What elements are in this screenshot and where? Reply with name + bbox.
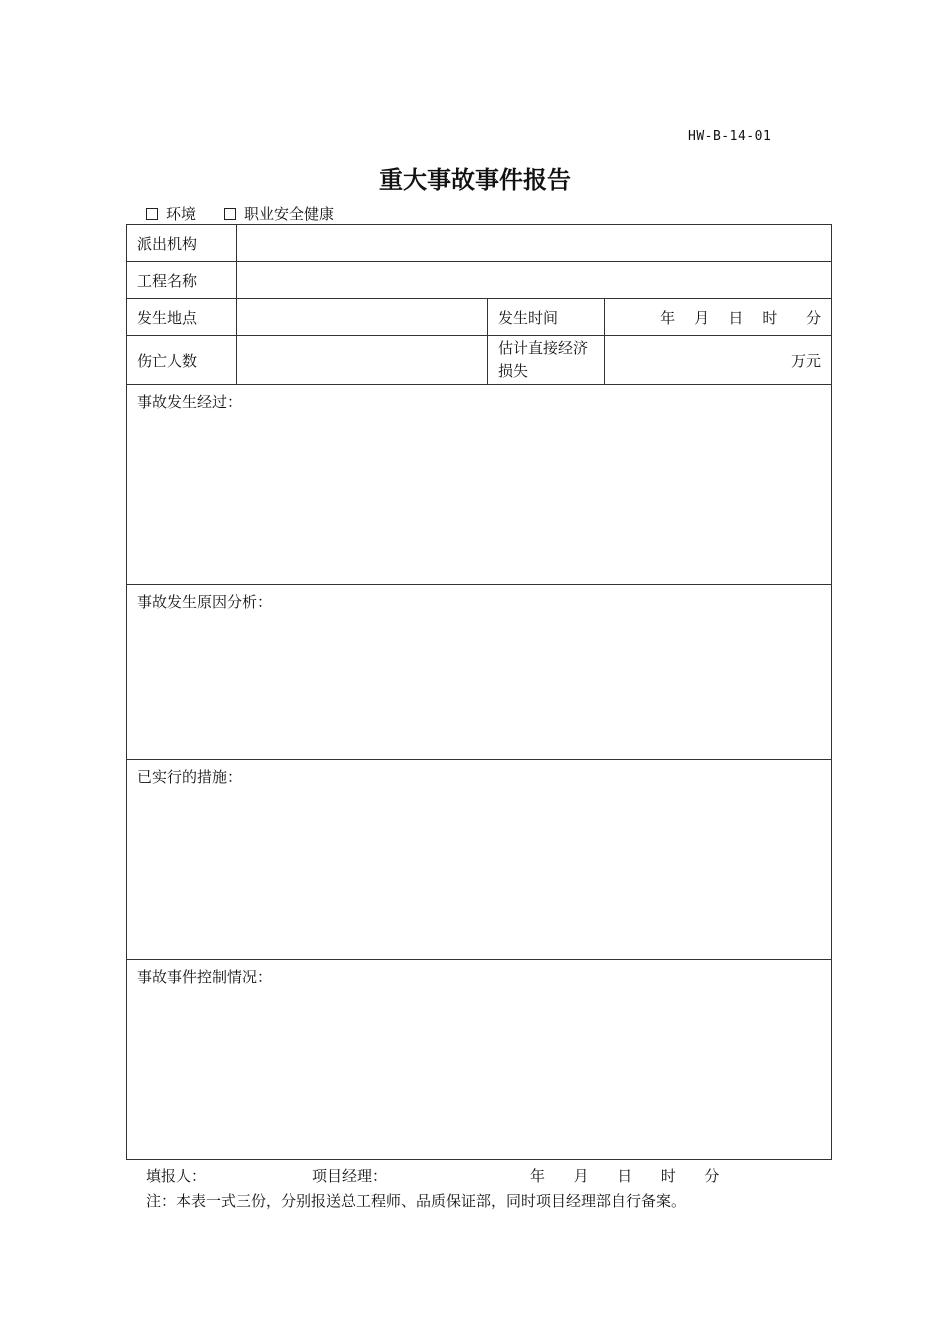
label-time: 发生时间 xyxy=(488,299,605,336)
label-project-name: 工程名称 xyxy=(127,262,237,299)
report-date: 年 月 日 时 分 xyxy=(530,1167,720,1185)
document-code: HW-B-14-01 xyxy=(688,129,772,144)
input-casualties[interactable] xyxy=(237,336,488,385)
footnote: 注：本表一式三份，分别报送总工程师、品质保证部，同时项目经理部自行备案。 xyxy=(146,1192,687,1210)
input-dispatch-org[interactable] xyxy=(237,225,832,262)
row-project-name xyxy=(127,262,832,299)
label-cause: 事故发生原因分析： xyxy=(137,593,273,611)
category-environment[interactable] xyxy=(146,203,196,224)
row-control xyxy=(127,960,832,1160)
label-measures: 已实行的措施： xyxy=(137,768,243,786)
label-loss-line1: 估计直接经济 xyxy=(498,339,589,357)
row-measures xyxy=(127,760,832,960)
label-location: 发生地点 xyxy=(127,299,237,336)
label-process: 事故发生经过： xyxy=(137,393,243,411)
section-measures[interactable] xyxy=(127,760,832,960)
label-dispatch-org: 派出机构 xyxy=(127,225,237,262)
row-location-time xyxy=(127,299,832,336)
category-label-environment: 环境 xyxy=(166,205,197,223)
report-table xyxy=(126,224,832,1160)
category-ohs[interactable] xyxy=(224,203,334,224)
category-options xyxy=(146,203,334,224)
input-loss[interactable]: 万元 xyxy=(605,336,832,385)
input-location[interactable] xyxy=(237,299,488,336)
input-project-name[interactable] xyxy=(237,262,832,299)
signature-line xyxy=(146,1165,719,1186)
manager-label: 项目经理： xyxy=(312,1167,388,1185)
page-title: 重大事故事件报告 xyxy=(379,166,571,194)
section-process[interactable] xyxy=(127,385,832,585)
row-cause xyxy=(127,585,832,760)
section-cause[interactable] xyxy=(127,585,832,760)
checkbox-environment[interactable] xyxy=(146,208,158,220)
checkbox-ohs[interactable] xyxy=(224,208,236,220)
row-casualties-loss xyxy=(127,336,832,385)
label-loss xyxy=(488,336,605,385)
label-casualties: 伤亡人数 xyxy=(127,336,237,385)
row-process xyxy=(127,385,832,585)
label-control: 事故事件控制情况： xyxy=(137,968,273,986)
input-time[interactable]: 年 月 日 时 分 xyxy=(605,299,832,336)
category-label-ohs: 职业安全健康 xyxy=(244,205,335,223)
section-control[interactable] xyxy=(127,960,832,1160)
label-loss-line2: 损失 xyxy=(498,362,529,380)
row-dispatch-org xyxy=(127,225,832,262)
reporter-label: 填报人： xyxy=(146,1167,207,1185)
